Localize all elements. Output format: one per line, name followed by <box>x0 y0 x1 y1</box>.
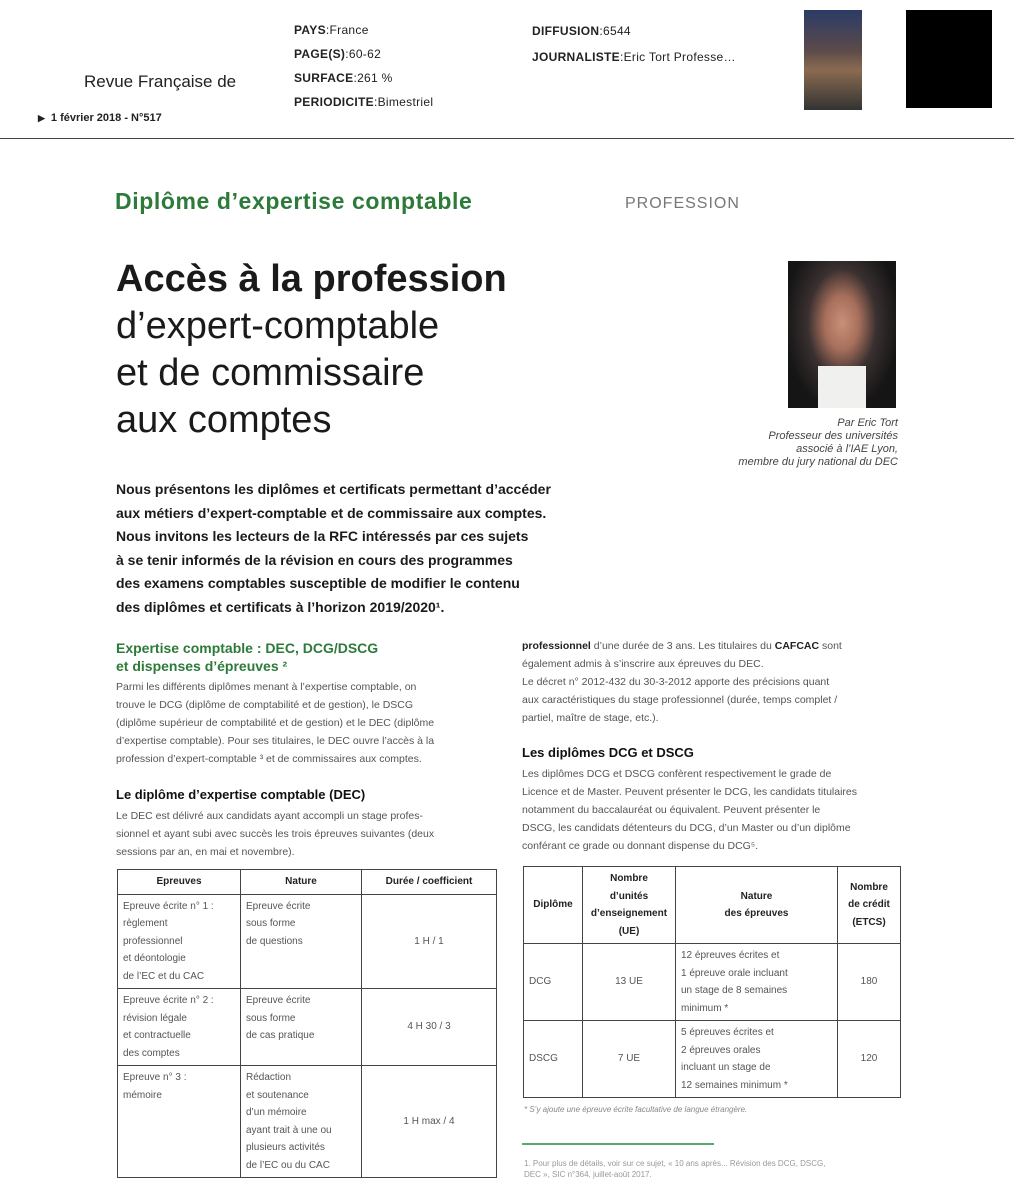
dec-exams-table <box>117 869 497 1178</box>
meta-right <box>532 18 736 70</box>
meta-surface: SURFACE:261 % <box>294 71 393 85</box>
meta-journalist: JOURNALISTE:Eric Tort Professe… <box>532 50 736 64</box>
redacted-block <box>906 10 992 108</box>
subheading-dec: Le diplôme d’expertise comptable (DEC) <box>116 787 366 802</box>
table-row: Epreuve écrite n° 1 : règlement professionnel et déontologie de l’EC et du CAC Epreuve écrite sous forme de questions 1 H / 1 <box>118 894 497 989</box>
article-lead: Nous présentons les diplômes et certificats permettant d’accéder aux métiers d’expert-comptable et de commissaire aux comptes. Nous invitons les lecteurs de la RFC intéressés par ces sujets à se tenir informés de la révision en cours des programmes des examens comptables susceptible de modifier le contenu des diplômes et certificats à l’horizon 2019/2020¹. <box>116 481 551 615</box>
table-row: Epreuve écrite n° 2 : révision légale et contractuelle des comptes Epreuve écrite sous forme de cas pratique 4 H 30 / 3 <box>118 989 497 1066</box>
dec-text: Le DEC est délivré aux candidats ayant accompli un stage profes- sionnel et ayant subi avec succès les trois épreuves suivantes (deux sessions par an, en mai et novembre). <box>116 810 435 858</box>
section-heading-expertise: Expertise comptable : DEC, DCG/DSCG et dispenses d’épreuves ² <box>116 640 379 674</box>
dcg-dscg-table <box>523 866 901 1098</box>
table-row: DSCG 7 UE 5 épreuves écrites et 2 épreuves orales incluant un stage de 12 semaines minimum * 120 <box>524 1021 901 1098</box>
issue-date: ▶ 1 février 2018 - N°517 <box>38 112 162 124</box>
meta-pages: PAGE(S):60-62 <box>294 47 382 61</box>
section-intro-text: Parmi les différents diplômes menant à l’expertise comptable, on trouve le DCG (diplôme de comptabilité et de gestion), le DSCG (diplôme supérieur de comptabilité et de gestion) et le DEC (diplôme d’expertise comptable). Pour ses titulaires, le DEC ouvre l’accès à la profession d’expert-comptable ³ et de commissaires aux comptes. <box>116 681 435 765</box>
article-section-tag: PROFESSION <box>625 195 740 212</box>
table-header-row: Epreuves Nature Durée / coefficient <box>118 870 497 895</box>
meta-periodicity: PERIODICITE:Bimestriel <box>294 95 434 109</box>
stage-text-line-1: professionnel d’une durée de 3 ans. Les titulaires du CAFCAC sont <box>522 640 842 652</box>
play-icon: ▶ <box>38 113 45 123</box>
table-header-row: Diplôme Nombre d’unités d’enseignement (UE) Nature des épreuves Nombre de crédit (ETCS) <box>524 867 901 944</box>
stage-text: professionnel d’une durée de 3 ans. Les titulaires du CAFCAC sont également admis à s’inscrire aux épreuves du DEC. Le décret n° 2012-432 du 30-3-2012 apporte des précisions quant aux caractéristiques du stage professionnel (durée, temps complet / partiel, maître de stage, etc.). <box>522 637 907 727</box>
meta-left <box>294 18 433 114</box>
references: 1. Pour plus de détails, voir sur ce sujet, « 10 ans après... Révision des DCG, DSCG, DEC », SIC n°364, juillet-août 2017. <box>524 1159 826 1179</box>
table-row: DCG 13 UE 12 épreuves écrites et 1 épreuve orale incluant un stage de 8 semaines minimum * 180 <box>524 944 901 1021</box>
article-rubric: Diplôme d’expertise comptable <box>115 188 473 214</box>
magazine-cover-thumbnail <box>804 10 862 110</box>
table-row: Epreuve n° 3 : mémoire Rédaction et soutenance d’un mémoire ayant trait à une ou plusieurs activités de l’EC ou du CAC 1 H max / 4 <box>118 1066 497 1178</box>
footnote-divider <box>522 1143 714 1145</box>
author-photo <box>788 261 896 408</box>
subheading-dcg-dscg: Les diplômes DCG et DSCG <box>522 745 694 760</box>
author-byline: Par Eric Tort Professeur des universités associé à l’IAE Lyon, membre du jury national du DEC <box>738 417 898 468</box>
meta-country: PAYS:France <box>294 23 369 37</box>
table-footnote: * S’y ajoute une épreuve écrite facultative de langue étrangère. <box>524 1105 748 1114</box>
meta-diffusion: DIFFUSION:6544 <box>532 24 631 38</box>
article-title: Accès à la profession d’expert-comptable et de commissaire aux comptes <box>116 258 507 441</box>
publication-name: Revue Française de <box>84 72 237 91</box>
dcg-dscg-text: Les diplômes DCG et DSCG confèrent respectivement le grade de Licence et de Master. Peuvent présenter le DCG, les candidats titulaires notamment du baccalauréat ou équivalent. Peuvent présenter le DSCG, les candidats détenteurs du DCG, d’un Master ou d’un diplôme conférant ce grade ou donnant dispense du DCG⁵. <box>522 768 858 852</box>
